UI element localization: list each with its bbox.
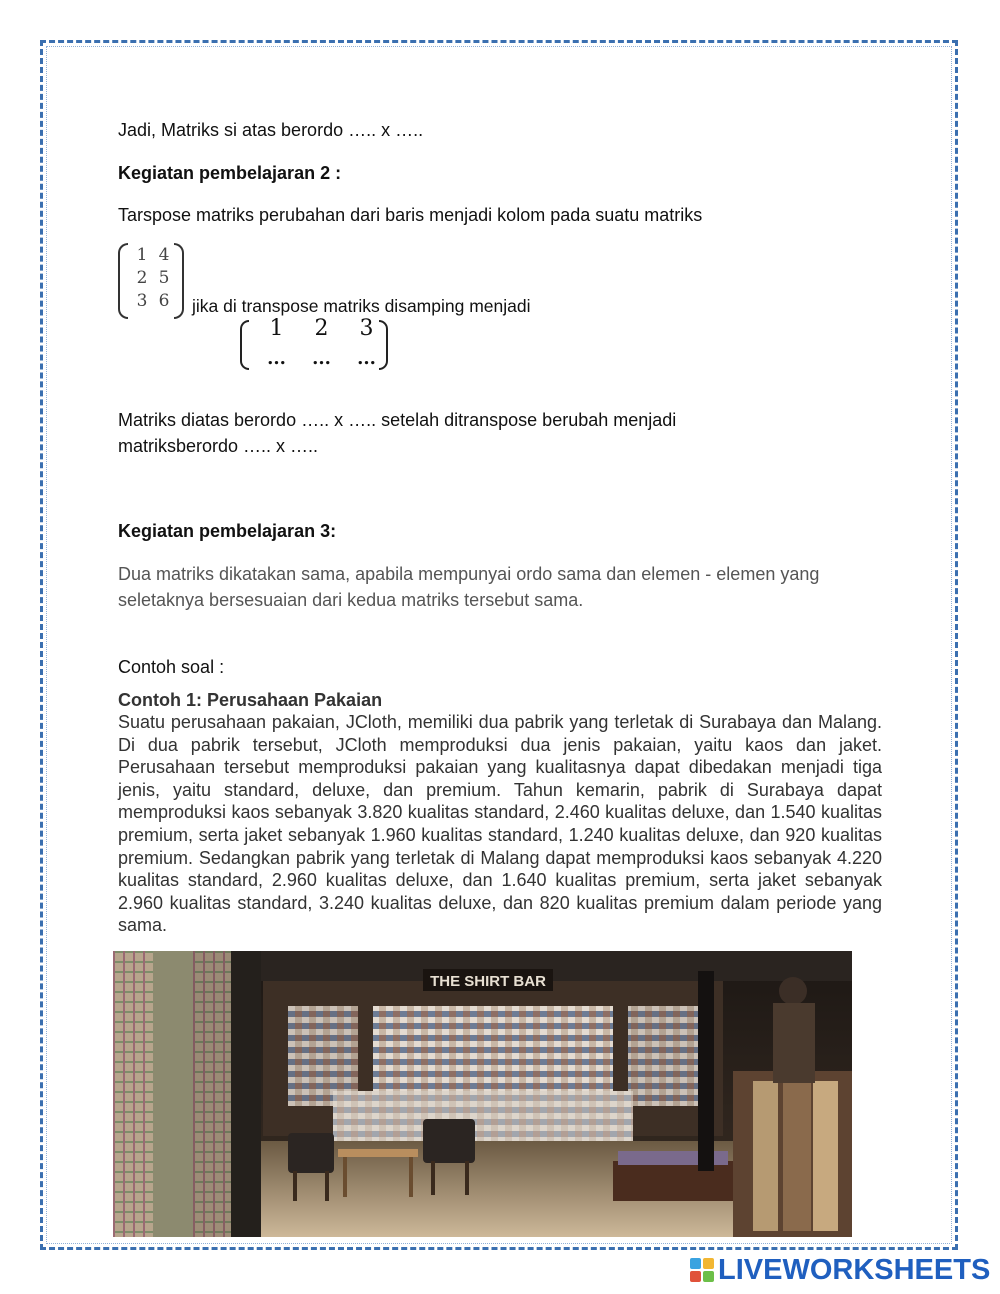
right-bracket	[379, 320, 388, 370]
left-bracket	[118, 243, 128, 319]
matrix-cell: 4	[158, 245, 170, 265]
equality-definition-line-2: seletaknya bersesuaian dari kedua matriks tersebut sama.	[118, 590, 584, 610]
contoh-soal-label: Contoh soal :	[118, 657, 225, 677]
ordo-question-line-1: Matriks diatas berordo ….. x ….. setelah ditranspose berubah menjadi	[118, 410, 677, 430]
matrix-cell: 1	[136, 245, 148, 265]
equality-definition-line-1: Dua matriks dikatakan sama, apabila mempunyai ordo sama dan elemen - elemen yang	[118, 564, 820, 584]
matrix-cell: 5	[158, 268, 170, 288]
ordo-answer-line: Jadi, Matriks si atas berordo ….. x …..	[118, 120, 424, 140]
matrix-cell: 2	[136, 268, 148, 288]
matrix-cell: 6	[158, 291, 170, 311]
matrix-cell: 1	[269, 316, 284, 341]
transpose-definition: Tarspose matriks perubahan dari baris menjadi kolom pada suatu matriks	[118, 205, 703, 225]
logo-text: LIVEWORKSHEETS	[718, 1253, 991, 1286]
matrix-cell: 2	[314, 316, 329, 341]
kegiatan-3-heading: Kegiatan pembelajaran 3:	[118, 521, 337, 541]
liveworksheets-logo	[690, 1254, 990, 1286]
transpose-caption: jika di transpose matriks disamping menjadi	[192, 296, 531, 316]
kegiatan-2-heading: Kegiatan pembelajaran 2 :	[118, 163, 342, 183]
matrix-cell: 3	[136, 291, 148, 311]
matrix-blank-cell[interactable]: ...	[357, 348, 376, 369]
left-bracket	[240, 320, 249, 370]
matrix-cell: 3	[359, 316, 374, 341]
source-matrix	[118, 243, 184, 319]
ordo-question-line-2: matriksberordo ….. x …..	[118, 436, 319, 456]
clothing-store-photo	[113, 951, 852, 1237]
matrix-blank-cell[interactable]: ...	[267, 348, 286, 369]
store-sign-text: THE SHIRT BAR	[430, 973, 546, 990]
transposed-matrix	[240, 316, 388, 374]
right-bracket	[174, 243, 184, 319]
contoh-1-body: Suatu perusahaan pakaian, JCloth, memiliki dua pabrik yang terletak di Surabaya dan Malang. Di dua pabrik tersebut, JCloth memproduksi dua jenis pakaian, yaitu kaos dan jaket. Perusahaan tersebut memproduksi pakaian yang kualitasnya dapat dibedakan menjadi tiga jenis, yaitu standard, deluxe, dan premium. Tahun kemarin, pabrik di Surabaya dapat memproduksi kaos sebanyak 3.820 kualitas standard, 2.460 kualitas deluxe, dan 1.540 kualitas premium, serta jaket sebanyak 1.960 kualitas standard, 1.240 kualitas deluxe, dan 920 kualitas premium. Sedangkan pabrik yang terletak di Malang dapat memproduksi kaos sebanyak 4.220 kualitas standard, 2.960 kualitas deluxe, dan 1.640 kualitas premium, serta jaket sebanyak 2.960 kualitas standard, 3.240 kualitas deluxe, dan 820 kualitas premium dalam periode yang sama.	[118, 712, 882, 936]
matrix-blank-cell[interactable]: ...	[312, 348, 331, 369]
logo-icon	[690, 1258, 714, 1282]
contoh-1-title: Contoh 1: Perusahaan Pakaian	[118, 690, 383, 710]
